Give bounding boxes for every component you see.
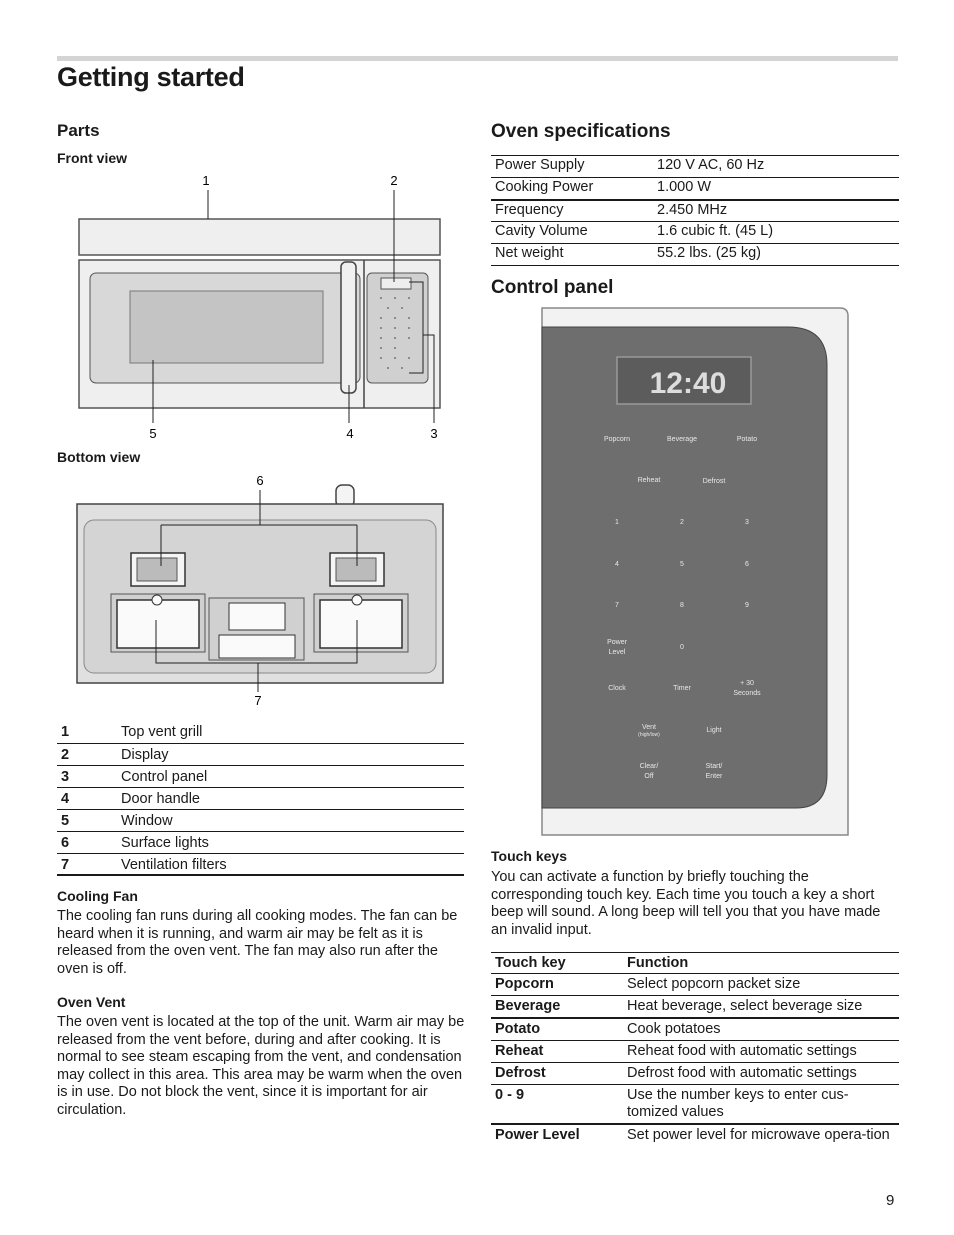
table-row: 7 Ventilation filters xyxy=(57,853,464,875)
table-row: 1 Top vent grill xyxy=(57,721,464,743)
callout-7: 7 xyxy=(254,693,262,708)
table-row: 4 Door handle xyxy=(57,787,464,809)
parts-table xyxy=(57,721,464,876)
touch-keys-heading: Touch keys xyxy=(491,848,567,864)
key-8: 8 xyxy=(680,602,684,609)
callout-4: 4 xyxy=(346,426,354,441)
key-clock: Clock xyxy=(608,685,626,692)
key-4: 4 xyxy=(615,561,619,568)
col-function: Function xyxy=(627,955,689,971)
key-plus30-line1: + 30 xyxy=(740,680,754,687)
key-clear-line2: Off xyxy=(644,773,654,780)
table-row: 3 Control panel xyxy=(57,765,464,787)
bottom-view-illustration xyxy=(57,470,467,715)
control-panel-illustration xyxy=(538,305,852,838)
page-number: 9 xyxy=(886,1192,895,1209)
table-row: Power Supply 120 V AC, 60 Hz xyxy=(491,156,899,178)
table-row: 0 - 9 Use the number keys to enter cus-tomized values xyxy=(491,1085,899,1125)
key-2: 2 xyxy=(680,519,684,526)
key-5: 5 xyxy=(680,561,684,568)
key-clear-line1: Clear/ xyxy=(639,763,659,770)
top-vent-grill xyxy=(79,219,440,255)
display-mini xyxy=(381,278,411,289)
cooling-fan-heading: Cooling Fan xyxy=(57,888,138,904)
cooling-fan-text: The cooling fan runs during all cooking modes. The fan can be heard when it is running, and warm air may be felt as it is released from the oven vent. The fan may also run after the oven is off. xyxy=(57,908,458,977)
key-plus30-line2: Seconds xyxy=(733,690,761,697)
front-view-heading: Front view xyxy=(57,150,128,166)
key-light: Light xyxy=(706,727,722,734)
table-row: Defrost Defrost food with automatic settings xyxy=(491,1063,899,1085)
callout-5: 5 xyxy=(149,426,157,441)
touch-keys-table xyxy=(491,952,899,1146)
key-start-line2: Enter xyxy=(705,773,723,780)
display-time: 12:40 xyxy=(649,367,727,400)
oven-vent-text: The oven vent is located at the top of the unit. Warm air may be released from the vent before, during and after cooking. It is normal to see steam escaping from the vent, and condensation may collect in this area. This area may be warm when the oven is in use. Do not block the vent, since it is important for air circulation. xyxy=(57,1014,465,1118)
key-popcorn: Popcorn xyxy=(603,436,631,443)
table-row: Cavity Volume 1.6 cubic ft. (45 L) xyxy=(491,222,899,244)
key-potato: Potato xyxy=(736,436,758,443)
table-row: 2 Display xyxy=(57,743,464,765)
key-9: 9 xyxy=(745,602,749,609)
table-row: Reheat Reheat food with automatic settings xyxy=(491,1041,899,1063)
callout-6: 6 xyxy=(256,473,264,488)
key-6: 6 xyxy=(745,561,749,568)
specs-table xyxy=(491,155,899,266)
control-panel-heading: Control panel xyxy=(491,277,614,298)
key-vent-sub: (high/low) xyxy=(638,732,660,738)
table-row: Cooking Power 1.000 W xyxy=(491,178,899,200)
table-row: 6 Surface lights xyxy=(57,831,464,853)
table-header-row xyxy=(491,953,899,974)
key-start-line1: Start/ xyxy=(705,763,723,770)
table-row: Power Level Set power level for microwave opera-tion xyxy=(495,1127,890,1143)
table-row: Net weight 55.2 lbs. (25 kg) xyxy=(491,244,899,266)
window xyxy=(130,291,323,363)
table-row: Frequency 2.450 MHz xyxy=(491,200,899,222)
key-timer: Timer xyxy=(673,685,691,692)
key-vent: Vent xyxy=(641,724,657,731)
key-reheat: Reheat xyxy=(637,477,661,484)
table-row: 5 Window xyxy=(57,809,464,831)
oven-vent-heading: Oven Vent xyxy=(57,994,126,1010)
key-7: 7 xyxy=(615,602,619,609)
key-0: 0 xyxy=(680,644,684,651)
callout-1: 1 xyxy=(202,173,210,188)
key-3: 3 xyxy=(745,519,749,526)
header-rule xyxy=(57,56,898,61)
key-defrost: Defrost xyxy=(702,478,726,485)
front-view-illustration xyxy=(57,170,467,445)
key-1: 1 xyxy=(615,519,619,526)
table-row: Beverage Heat beverage, select beverage size xyxy=(491,996,899,1019)
parts-heading: Parts xyxy=(57,121,100,140)
key-power-level-line1: Power xyxy=(607,639,627,646)
bottom-view-heading: Bottom view xyxy=(57,449,141,465)
callout-2: 2 xyxy=(390,173,398,188)
key-beverage: Beverage xyxy=(667,436,697,443)
specs-heading: Oven specifications xyxy=(491,121,671,142)
callout-3: 3 xyxy=(430,426,438,441)
table-row: Potato Cook potatoes xyxy=(491,1018,899,1041)
page-title: Getting started xyxy=(57,62,245,92)
door-handle xyxy=(341,262,356,393)
touch-keys-text: You can activate a function by briefly touching the corresponding touch key. Each time you touch a key a short beep will sound. A long beep will tell you that you have made an invalid input. xyxy=(491,869,881,938)
key-power-level-line2: Level xyxy=(608,649,626,656)
table-row: Popcorn Select popcorn packet size xyxy=(491,974,899,996)
col-touch-key: Touch key xyxy=(495,955,566,971)
